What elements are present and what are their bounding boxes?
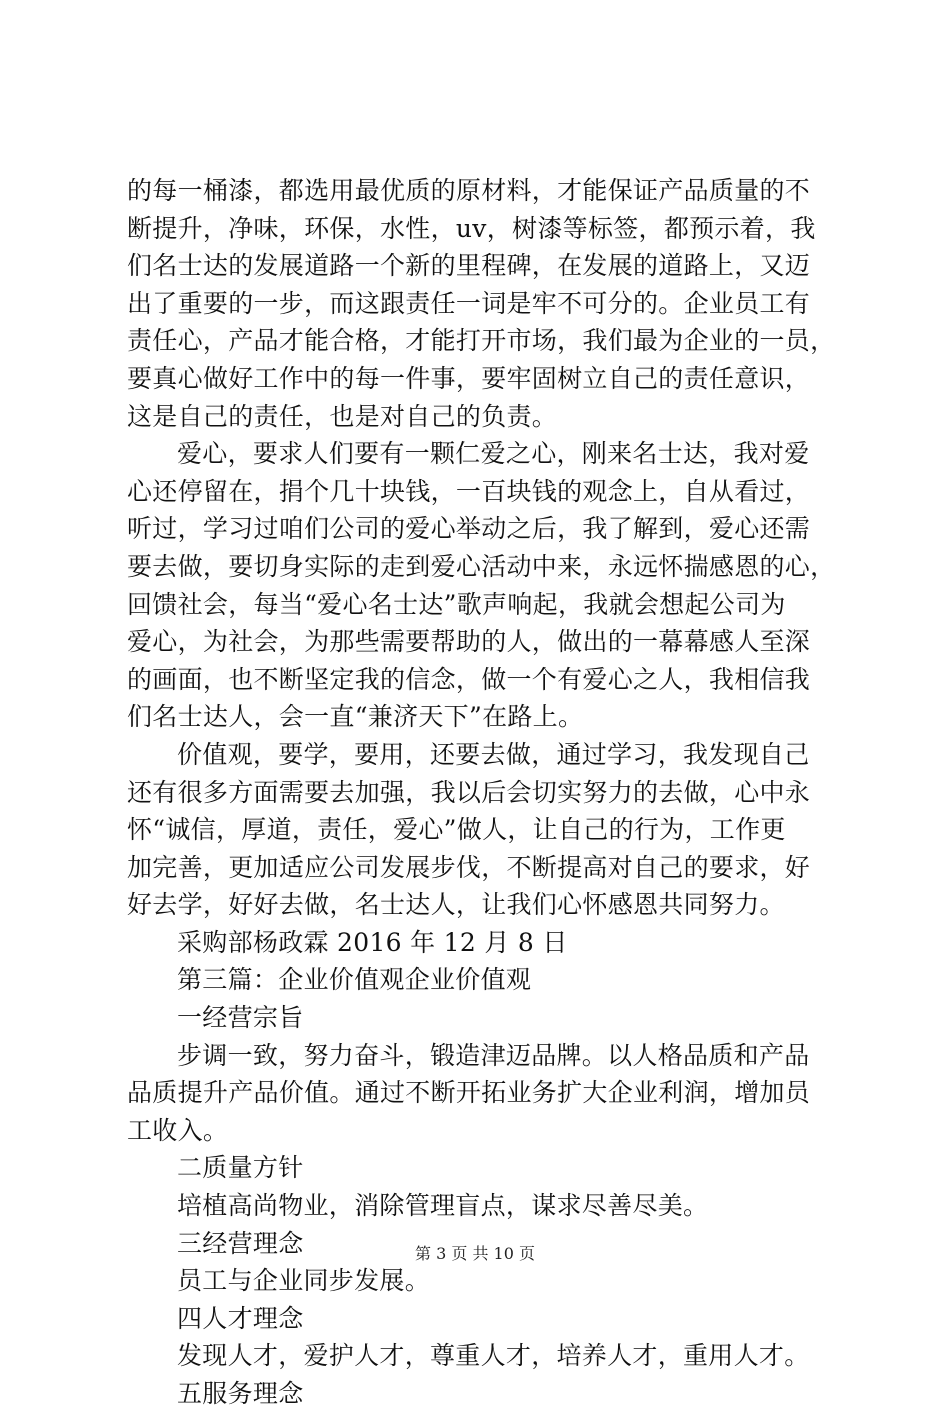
text-line: 发现人才，爱护人才，尊重人才，培养人才，重用人才。	[177, 1341, 810, 1371]
text-line: 要真心做好工作中的每一件事，要牢固树立自己的责任意识，	[127, 363, 811, 393]
text-line: 要去做，要切身实际的走到爱心活动中来，永远怀揣感恩的心，	[127, 551, 836, 581]
text-line: 第三篇：企业价值观企业价值观	[177, 965, 532, 995]
text-line: 一经营宗旨	[177, 1003, 304, 1033]
text-line: 回馈社会，每当“爱心名士达”歌声响起，我就会想起公司为	[127, 589, 786, 619]
document-body	[127, 172, 836, 1413]
text-line: 四人才理念	[177, 1303, 304, 1333]
page-number: 第 3 页 共 10 页	[415, 1244, 535, 1263]
text-line: 步调一致，努力奋斗，锻造津迈品牌。以人格品质和产品	[177, 1040, 810, 1070]
text-line: 还有很多方面需要去加强，我以后会切实努力的去做，心中永	[127, 777, 811, 807]
text-line: 断提升，净味，环保，水性，uv，树漆等标签，都预示着，我	[127, 213, 816, 243]
text-line: 采购部杨政霖 2016 年 12 月 8 日	[177, 927, 568, 957]
text-line: 三经营理念	[177, 1228, 304, 1258]
text-line: 好去学，好好去做，名士达人，让我们心怀感恩共同努力。	[127, 890, 785, 920]
page-footer	[0, 1244, 950, 1264]
text-line: 加完善，更加适应公司发展步伐，不断提高对自己的要求，好	[127, 852, 811, 882]
text-line: 二质量方针	[177, 1153, 304, 1183]
text-line: 们名士达人，会一直“兼济天下”在路上。	[127, 702, 584, 732]
text-line: 责任心，产品才能合格，才能打开市场，我们最为企业的一员，	[127, 326, 836, 356]
text-line: 爱心，为社会，为那些需要帮助的人，做出的一幕幕感人至深	[127, 627, 811, 657]
text-line: 工收入。	[127, 1115, 229, 1145]
text-line: 培植高尚物业，消除管理盲点，谋求尽善尽美。	[177, 1191, 709, 1221]
text-line: 爱心，要求人们要有一颗仁爱之心，刚来名士达，我对爱	[177, 439, 810, 469]
text-line: 价值观，要学，要用，还要去做，通过学习，我发现自己	[177, 739, 810, 769]
text-line: 五服务理念	[177, 1379, 304, 1408]
text-line: 的每一桶漆，都选用最优质的原材料，才能保证产品质量的不	[127, 176, 811, 205]
text-line: 出了重要的一步，而这跟责任一词是牢不可分的。企业员工有	[127, 288, 811, 318]
text-line: 们名士达的发展道路一个新的里程碑，在发展的道路上，又迈	[127, 251, 811, 281]
text-line: 听过，学习过咱们公司的爱心举动之后，我了解到，爱心还需	[127, 514, 811, 544]
text-line: 这是自己的责任，也是对自己的负责。	[127, 401, 558, 431]
text-line: 怀“诚信，厚道，责任，爱心”做人，让自己的行为，工作更	[127, 815, 786, 845]
text-line: 的画面，也不断坚定我的信念，做一个有爱心之人，我相信我	[127, 664, 811, 694]
text-line: 心还停留在，捐个几十块钱，一百块钱的观念上，自从看过，	[127, 476, 811, 506]
text-line: 品质提升产品价值。通过不断开拓业务扩大企业利润，增加员	[127, 1078, 811, 1108]
text-line: 员工与企业同步发展。	[177, 1266, 431, 1296]
